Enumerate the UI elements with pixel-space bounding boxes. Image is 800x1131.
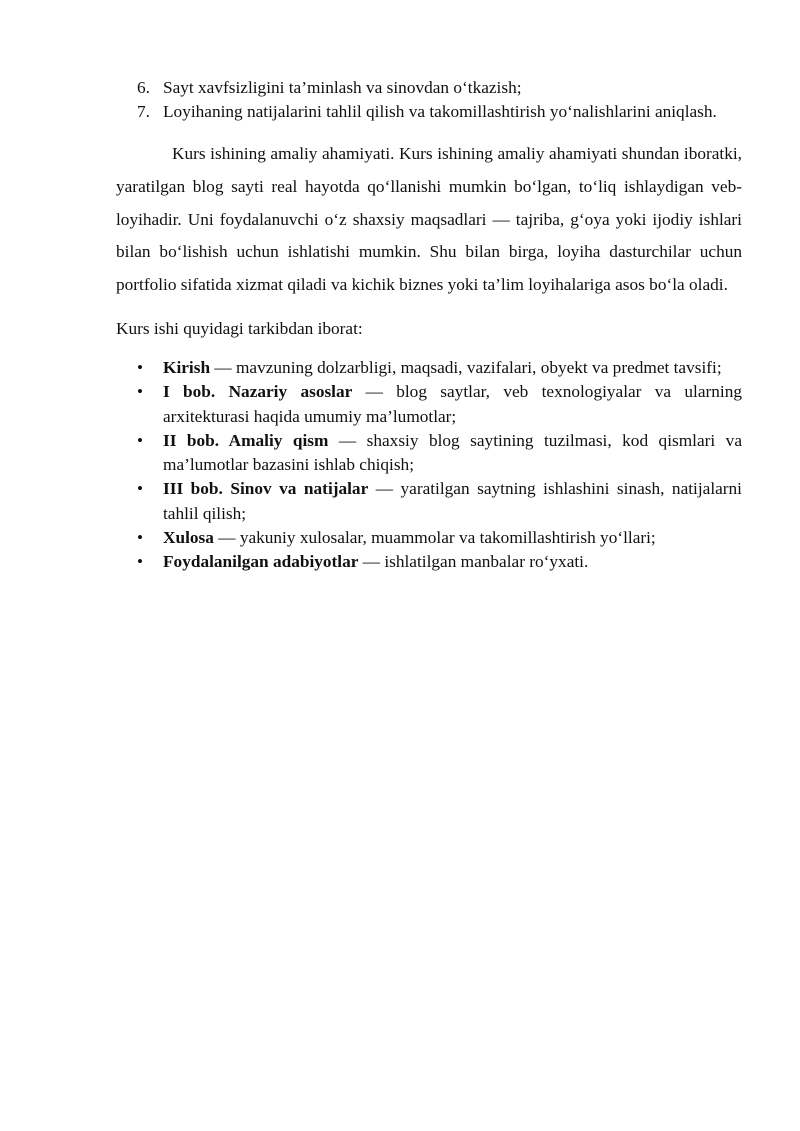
bullet-icon: • <box>137 357 144 377</box>
numbered-item <box>116 76 742 100</box>
practical-significance-paragraph: Kurs ishining amaliy ahamiyati. Kurs ishining amaliy ahamiyati shundan iboratki, yaratilgan blog sayti real hayotda qo‘llanishi mumkin bo‘lgan, to‘liq ishlaydigan veb-loyihadir. Uni foydalanuvchi o‘z shaxsiy maqsadlari — tajriba, g‘oya yoki ijodiy ishlari bilan bo‘lishish uchun ishlatishi mumkin. Shu bilan birga, loyiha dasturchilar uchun portfolio sifatida xizmat qiladi va kichik biznes yoki ta’lim loyihalariga asos bo‘la oladi. <box>116 144 742 295</box>
structure-item-title: Xulosa <box>163 528 214 548</box>
structure-item-desc: — shaxsiy blog saytining tuzilmasi, kod qismlari va ma’lumotlar bazasini ishlab chiqish; <box>163 430 742 475</box>
item-text: Sayt xavfsizligini ta’minlash va sinovdan o‘tkazish; <box>163 78 522 97</box>
structure-item-title: II bob. Amaliy qism <box>163 430 329 450</box>
structure-intro: Kurs ishi quyidagi tarkibdan iborat: <box>116 318 363 338</box>
numbered-list <box>116 76 742 124</box>
structure-item <box>116 356 742 380</box>
numbered-item <box>116 100 742 124</box>
structure-item-desc: — yaratilgan saytning ishlashini sinash, natijalarni tahlil qilish; <box>163 479 742 523</box>
structure-item <box>116 429 742 478</box>
structure-item <box>116 477 742 526</box>
structure-item-title: I bob. Nazariy asoslar <box>163 382 353 402</box>
structure-item <box>116 380 742 429</box>
structure-item-desc: — blog saytlar, veb texnologiyalar va ularning arxitekturasi haqida umumiy ma’lumotlar; <box>163 382 742 426</box>
bullet-icon: • <box>137 430 144 450</box>
structure-item-title: Kirish <box>163 357 211 377</box>
item-number: 6. <box>137 78 150 97</box>
structure-list <box>116 356 742 575</box>
bullet-icon: • <box>137 552 144 572</box>
structure-item <box>116 550 742 574</box>
item-number: 7. <box>137 102 150 121</box>
bullet-icon: • <box>137 528 144 548</box>
structure-item-title: Foydalanilgan adabiyotlar <box>163 552 359 572</box>
structure-item-desc: — yakuniy xulosalar, muammolar va takomillashtirish yo‘llari; <box>213 528 656 548</box>
structure-item-desc: — ishlatilgan manbalar ro‘yxati. <box>358 552 589 572</box>
structure-item <box>116 526 742 550</box>
structure-item-desc: — mavzuning dolzarbligi, maqsadi, vazifalari, obyekt va predmet tavsifi; <box>210 357 722 377</box>
bullet-icon: • <box>137 479 144 499</box>
bullet-icon: • <box>137 382 144 402</box>
item-text: Loyihaning natijalarini tahlil qilish va takomillashtirish yo‘nalishlarini aniqlash. <box>163 102 717 121</box>
page-content <box>116 76 742 575</box>
structure-item-title: III bob. Sinov va natijalar <box>163 479 369 499</box>
